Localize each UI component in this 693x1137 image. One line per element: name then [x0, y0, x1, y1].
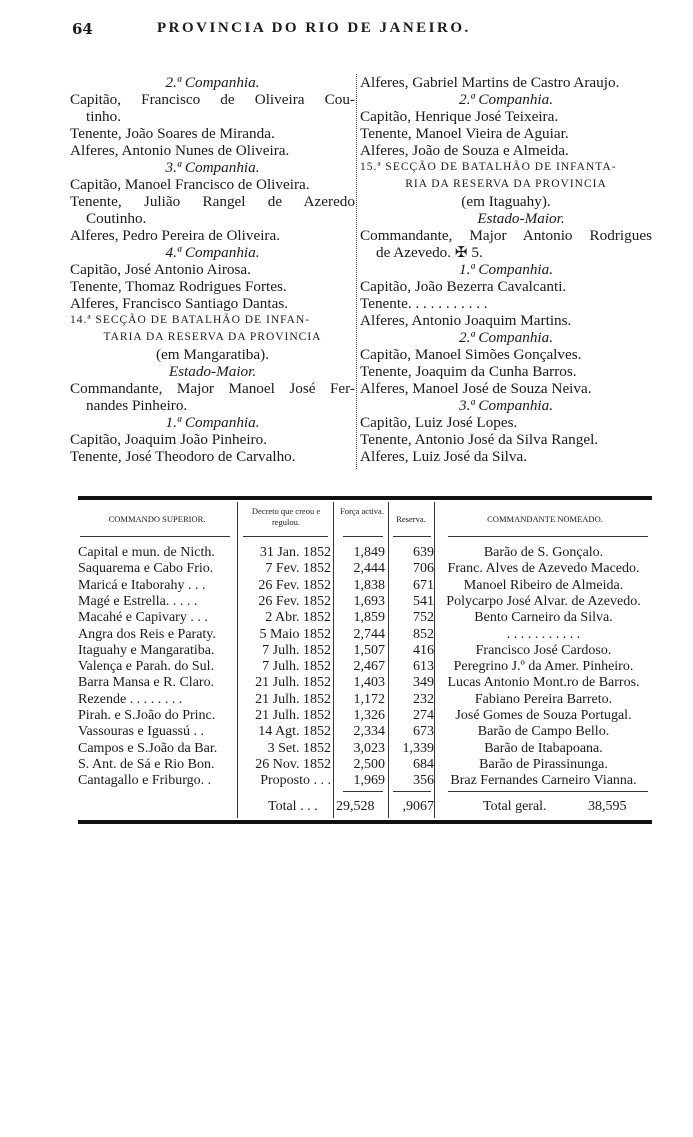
- reserva-cell: 349: [413, 675, 434, 691]
- text-line: Capitão, José Antonio Airosa.: [70, 261, 251, 278]
- text-line: Estado-Maior.: [477, 210, 565, 227]
- forca-cell: 3,023: [353, 740, 385, 756]
- text-line: RIA DA RESERVA DA PROVINCIA: [405, 178, 607, 190]
- decreto-cell: 31 Jan. 1852: [259, 545, 331, 560]
- table-row: [78, 708, 652, 724]
- text-line: Alferes, Francisco Santiago Dantas.: [70, 295, 289, 312]
- forca-cell: 1,859: [353, 610, 385, 626]
- text-line: 1.ª Companhia.: [458, 261, 554, 278]
- commando-cell: Barra Mansa e R. Claro.: [78, 675, 215, 691]
- table-row: [78, 741, 652, 757]
- commandante-cell: Barão de Itabapoana.: [484, 740, 603, 756]
- text-line: Tenente, João Soares de Miranda.: [70, 125, 275, 142]
- header-rule: [243, 536, 328, 537]
- text-line: Alferes, Gabriel Martins de Castro Araujo.: [360, 74, 620, 91]
- decreto-cell: 21 Julh. 1852: [255, 691, 331, 707]
- decreto-cell: 5 Maio 1852: [259, 626, 331, 642]
- commando-cell: Cantagallo e Friburgo. .: [78, 773, 212, 789]
- decreto-cell: 21 Julh. 1852: [255, 708, 331, 723]
- forca-cell: 1,693: [353, 593, 385, 609]
- table-row: [78, 692, 652, 708]
- text-line: Estado-Maior.: [168, 363, 257, 380]
- decreto-cell: 7 Julh. 1852: [262, 642, 331, 658]
- text-line: 2.ª Companhia.: [458, 91, 554, 108]
- reserva-cell: 852: [413, 626, 434, 642]
- header-reserva: Reserva.: [396, 514, 426, 524]
- text-line: Tenente, Antonio José da Silva Rangel.: [360, 431, 599, 448]
- commandante-cell: Francisco José Cardoso.: [475, 642, 612, 658]
- page-header: [72, 20, 652, 42]
- text-line: Alferes, Antonio Nunes de Oliveira.: [70, 142, 290, 159]
- commandante-cell: Peregrino J.º da Amer. Pinheiro.: [453, 659, 634, 675]
- text-line: Tenente, José Theodoro de Carvalho.: [70, 448, 296, 465]
- commando-cell: Maricá e Itaborahy . . .: [78, 577, 206, 593]
- reserva-cell: 639: [413, 545, 434, 560]
- commandante-cell: Polycarpo José Alvar. de Azevedo.: [446, 593, 641, 609]
- commando-cell: Macahé e Capivary . . .: [78, 610, 208, 626]
- commando-cell: Itaguahy e Mangaratiba.: [78, 642, 215, 658]
- text-line: TARIA DA RESERVA DA PROVINCIA: [103, 331, 322, 343]
- commandante-cell: Fabiano Pereira Barreto.: [474, 691, 613, 707]
- decreto-cell: Proposto . . .: [260, 773, 331, 789]
- total-reserva: ,9067: [402, 799, 434, 814]
- commando-cell: Angra dos Reis e Paraty.: [78, 626, 216, 642]
- page-title: PROVINCIA DO RIO DE JANEIRO.: [157, 20, 471, 36]
- commandante-cell: Barão de Pirassinunga.: [479, 756, 608, 772]
- decreto-cell: 7 Fev. 1852: [265, 561, 331, 577]
- commando-cell: Pirah. e S.João do Princ.: [78, 708, 216, 723]
- table-row: [78, 545, 652, 561]
- column-divider: [356, 74, 357, 469]
- text-line: Tenente, Manoel Vieira de Aguiar.: [360, 125, 569, 142]
- commands-table: [78, 496, 652, 826]
- table-row: [78, 675, 652, 691]
- reserva-cell: 673: [413, 724, 434, 740]
- header-rule: [80, 536, 230, 537]
- forca-cell: 2,334: [353, 724, 385, 740]
- left-text-column: [70, 74, 355, 465]
- commandante-cell: Bento Carneiro da Silva.: [474, 610, 613, 626]
- table-top-rule: [78, 496, 652, 500]
- decreto-cell: 26 Fev. 1852: [258, 593, 331, 609]
- text-line: (em Itaguahy).: [461, 193, 551, 210]
- header-commandante: COMMANDANTE NOMEADO.: [487, 514, 603, 524]
- text-line: 3.ª Companhia.: [165, 159, 260, 176]
- forca-cell: 2,744: [353, 626, 385, 642]
- page-number: 64: [72, 20, 93, 38]
- text-line: 3.ª Companhia.: [458, 397, 554, 414]
- header-rule: [393, 536, 431, 537]
- text-line: Alferes, Antonio Joaquim Martins.: [360, 312, 572, 329]
- right-text-column: [360, 74, 652, 465]
- table-row: [78, 561, 652, 577]
- commando-cell: S. Ant. de Sá e Rio Bon.: [78, 756, 215, 772]
- table-row: [78, 757, 652, 773]
- total-geral-label: Total geral.: [483, 799, 547, 814]
- commando-cell: Magé e Estrella. . . . .: [78, 593, 198, 609]
- table-row: [78, 643, 652, 659]
- decreto-cell: 3 Set. 1852: [267, 740, 331, 756]
- text-line: Capitão, Luiz José Lopes.: [360, 414, 518, 431]
- text-line: 1.ª Companhia.: [165, 414, 260, 431]
- table-row: [78, 578, 652, 594]
- text-line: Coutinho.: [86, 210, 147, 227]
- text-line: Tenente. . . . . . . . . . .: [360, 295, 488, 312]
- text-line: Tenente, Joaquim da Cunha Barros.: [360, 363, 577, 380]
- text-line: (em Mangaratiba).: [155, 346, 269, 363]
- table-row: [78, 773, 652, 789]
- table-row: [78, 724, 652, 740]
- forca-cell: 1,172: [353, 691, 385, 707]
- reserva-cell: 671: [413, 577, 434, 593]
- header-commando: COMMANDO SUPERIOR.: [108, 514, 206, 524]
- text-line: Capitão, Henrique José Teixeira.: [360, 108, 559, 125]
- text-line: Tenente, Julião Rangel de Azeredo: [70, 193, 355, 210]
- commandante-cell: Franc. Alves de Azevedo Macedo.: [447, 561, 640, 577]
- reserva-cell: 232: [413, 691, 434, 707]
- reserva-cell: 416: [413, 642, 434, 658]
- text-line: Alferes, João de Souza e Almeida.: [360, 142, 569, 159]
- forca-cell: 1,849: [353, 545, 385, 560]
- decreto-cell: 26 Nov. 1852: [255, 756, 331, 772]
- commando-cell: Campos e S.João da Bar.: [78, 740, 218, 756]
- decreto-cell: 21 Julh. 1852: [255, 675, 331, 691]
- total-geral-value: 38,595: [588, 799, 627, 814]
- header-rule: [448, 536, 648, 537]
- reserva-cell: 274: [413, 708, 434, 723]
- commandante-cell: . . . . . . . . . . .: [506, 626, 581, 642]
- text-line: Capitão, Joaquim João Pinheiro.: [70, 431, 267, 448]
- commando-cell: Saquarema e Cabo Frio.: [78, 561, 214, 577]
- forca-cell: 1,403: [353, 675, 385, 691]
- commandante-cell: Manoel Ribeiro de Almeida.: [463, 577, 624, 593]
- text-line: Capitão, Manoel Francisco de Oliveira.: [70, 176, 310, 193]
- text-line: Alferes, Pedro Pereira de Oliveira.: [70, 227, 281, 244]
- reserva-cell: 684: [413, 756, 434, 772]
- text-line: Commandante, Major Manoel José Fer-: [70, 380, 355, 397]
- header-forca: Força activa.: [340, 506, 384, 516]
- forca-cell: 1,969: [353, 773, 385, 789]
- sum-rule: [343, 791, 383, 792]
- forca-cell: 1,838: [353, 577, 385, 593]
- forca-cell: 2,500: [353, 756, 385, 772]
- text-line: 2.ª Companhia.: [458, 329, 554, 346]
- sum-rule: [393, 791, 431, 792]
- text-line: 15.ª SECÇÃO DE BATALHÃO DE INFANTA-: [360, 161, 617, 173]
- sum-rule: [448, 791, 648, 792]
- commandante-cell: Braz Fernandes Carneiro Vianna.: [450, 773, 637, 789]
- text-line: Capitão, João Bezerra Cavalcanti.: [360, 278, 567, 295]
- forca-cell: 2,444: [353, 561, 385, 577]
- table-row: [78, 627, 652, 643]
- commandante-cell: Barão de S. Gonçalo.: [483, 545, 604, 560]
- text-line: de Azevedo. ✠ 5.: [376, 244, 483, 261]
- text-line: 14.ª SECÇÃO DE BATALHÃO DE INFAN-: [70, 314, 311, 326]
- commando-cell: Vassouras e Iguassú . .: [78, 724, 204, 740]
- text-line: 4.ª Companhia.: [165, 244, 260, 261]
- header-decreto: Decreto que creou e regulou.: [251, 506, 321, 527]
- commandante-cell: Barão de Campo Bello.: [477, 724, 610, 740]
- reserva-cell: 1,339: [402, 740, 434, 756]
- total-label: Total . . .: [268, 799, 318, 814]
- reserva-cell: 613: [413, 659, 434, 675]
- commando-cell: Valença e Parah. do Sul.: [78, 659, 215, 675]
- reserva-cell: 541: [413, 593, 434, 609]
- reserva-cell: 752: [413, 610, 434, 626]
- text-line: nandes Pinheiro.: [86, 397, 188, 414]
- text-line: 2.ª Companhia.: [165, 74, 260, 91]
- commando-cell: Capital e mun. de Nicth.: [78, 545, 215, 560]
- text-line: Commandante, Major Antonio Rodrigues: [360, 227, 652, 244]
- text-line: Tenente, Thomaz Rodrigues Fortes.: [70, 278, 287, 295]
- forca-cell: 1,507: [353, 642, 385, 658]
- commando-cell: Rezende . . . . . . . .: [78, 691, 183, 707]
- decreto-cell: 14 Agt. 1852: [258, 724, 331, 740]
- table-bottom-rule: [78, 820, 652, 824]
- text-line: Alferes, Luiz José da Silva.: [360, 448, 528, 465]
- forca-cell: 2,467: [353, 659, 385, 675]
- text-line: Alferes, Manoel José de Souza Neiva.: [360, 380, 592, 397]
- reserva-cell: 356: [413, 773, 434, 789]
- commandante-cell: José Gomes de Souza Portugal.: [455, 708, 632, 723]
- decreto-cell: 7 Julh. 1852: [262, 659, 331, 675]
- text-line: Capitão, Manoel Simões Gonçalves.: [360, 346, 582, 363]
- table-row: [78, 659, 652, 675]
- total-forca: 29,528: [336, 799, 375, 814]
- decreto-cell: 26 Fev. 1852: [258, 577, 331, 593]
- text-line: tinho.: [86, 108, 122, 125]
- reserva-cell: 706: [413, 561, 434, 577]
- header-rule: [343, 536, 383, 537]
- table-row: [78, 594, 652, 610]
- table-row: [78, 610, 652, 626]
- decreto-cell: 2 Abr. 1852: [265, 610, 331, 626]
- text-line: Capitão, Francisco de Oliveira Cou-: [70, 91, 355, 108]
- commandante-cell: Lucas Antonio Mont.ro de Barros.: [447, 675, 640, 691]
- forca-cell: 1,326: [353, 708, 385, 723]
